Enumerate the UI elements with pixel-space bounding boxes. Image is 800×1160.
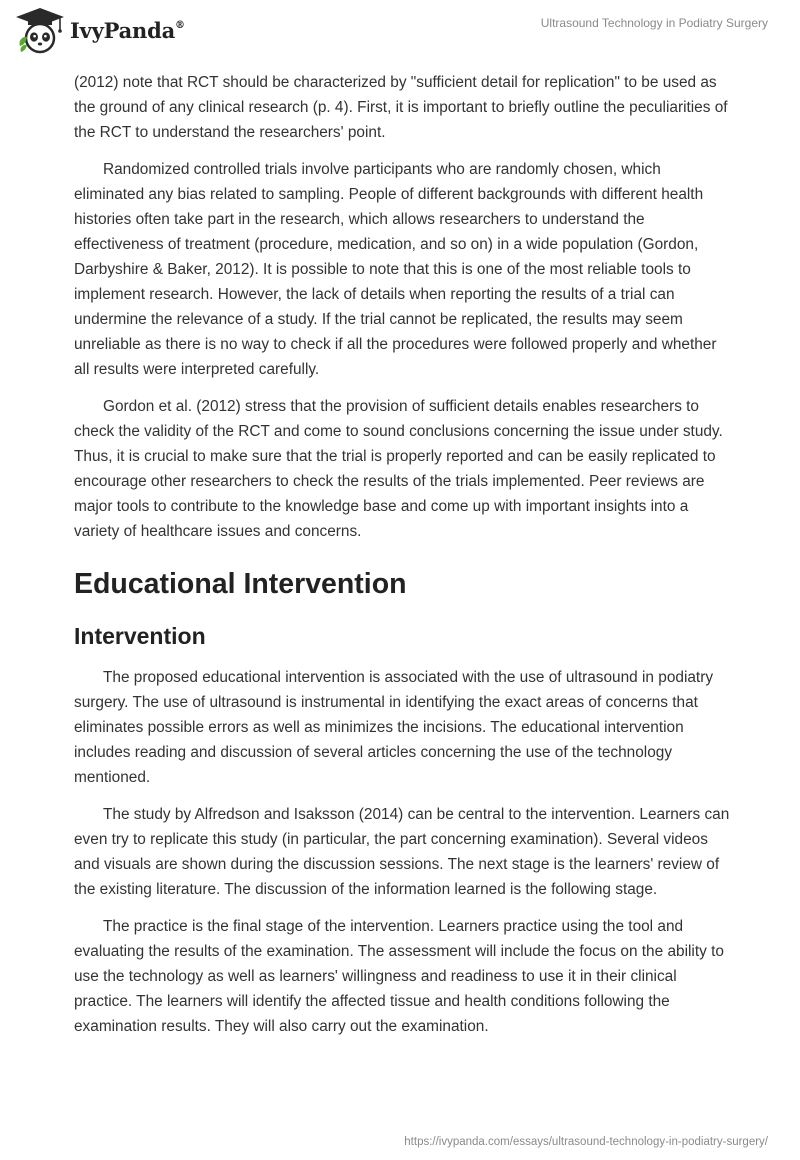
- source-url[interactable]: https://ivypanda.com/essays/ultrasound-technology-in-podiatry-surgery/: [404, 1136, 768, 1148]
- paragraph: The practice is the final stage of the intervention. Learners practice using the tool and evaluating the results of the examination. The assessment will include the focus on the ability to use the technology as well as learners' willingness and readiness to use it in their clinical practice. The learners will identify the affected tissue and health conditions following the examination results. They will also carry out the examination.: [74, 918, 724, 1035]
- paragraph: Gordon et al. (2012) stress that the provision of sufficient details enables researchers to check the validity of the RCT and come to sound conclusions concerning the issue under study. Thus, it is crucial to make sure that the trial is properly reported and can be easily replicated to encourage other researchers to check the results of the trials implemented. Peer reviews are major tools to contribute to the knowledge base and come up with important insights into a variety of healthcare issues and concerns.: [74, 398, 723, 540]
- page-header: [0, 0, 800, 62]
- section-heading: Educational Intervention: [74, 568, 407, 600]
- panda-graduation-cap-icon: [14, 6, 66, 54]
- paragraph: The proposed educational intervention is associated with the use of ultrasound in podiatry surgery. The use of ultrasound is instrumental in identifying the exact areas of concerns that eliminates possible errors as well as minimizes the incisions. The educational intervention includes reading and discussion of several articles concerning the use of the technology mentioned.: [74, 669, 714, 786]
- brand-name: IvyPanda®: [70, 17, 185, 43]
- paragraph: Randomized controlled trials involve participants who are randomly chosen, which eliminated any bias related to sampling. People of different backgrounds with different health histories often take part in the research, which allows researchers to understand the effectiveness of treatment (procedure, medication, and so on) in a wide population (Gordon, Darbyshire & Baker, 2012). It is possible to note that this is one of the most reliable tools to implement research. However, the lack of details when reporting the results of a trial can undermine the relevance of a study. If the trial cannot be replicated, the results may seem unreliable as there is no way to check if all the procedures were followed properly and whether all results were interpreted carefully.: [74, 161, 717, 378]
- paragraph: (2012) note that RCT should be characterized by "sufficient detail for replication" to be used as the ground of any clinical research (p. 4). First, it is important to briefly outline the peculiarities of the RCT to understand the researchers' point.: [74, 74, 728, 141]
- subsection-heading: Intervention: [74, 623, 206, 649]
- brand-logo[interactable]: [14, 6, 185, 54]
- essay-content: [74, 70, 734, 1051]
- document-title: Ultrasound Technology in Podiatry Surgery: [540, 16, 768, 30]
- paragraph: The study by Alfredson and Isaksson (2014) can be central to the intervention. Learners can even try to replicate this study (in particular, the part concerning examination). Several videos and visuals are shown during the discussion sessions. The next stage is the learners' review of the existing literature. The discussion of the information learned is the following stage.: [74, 806, 730, 898]
